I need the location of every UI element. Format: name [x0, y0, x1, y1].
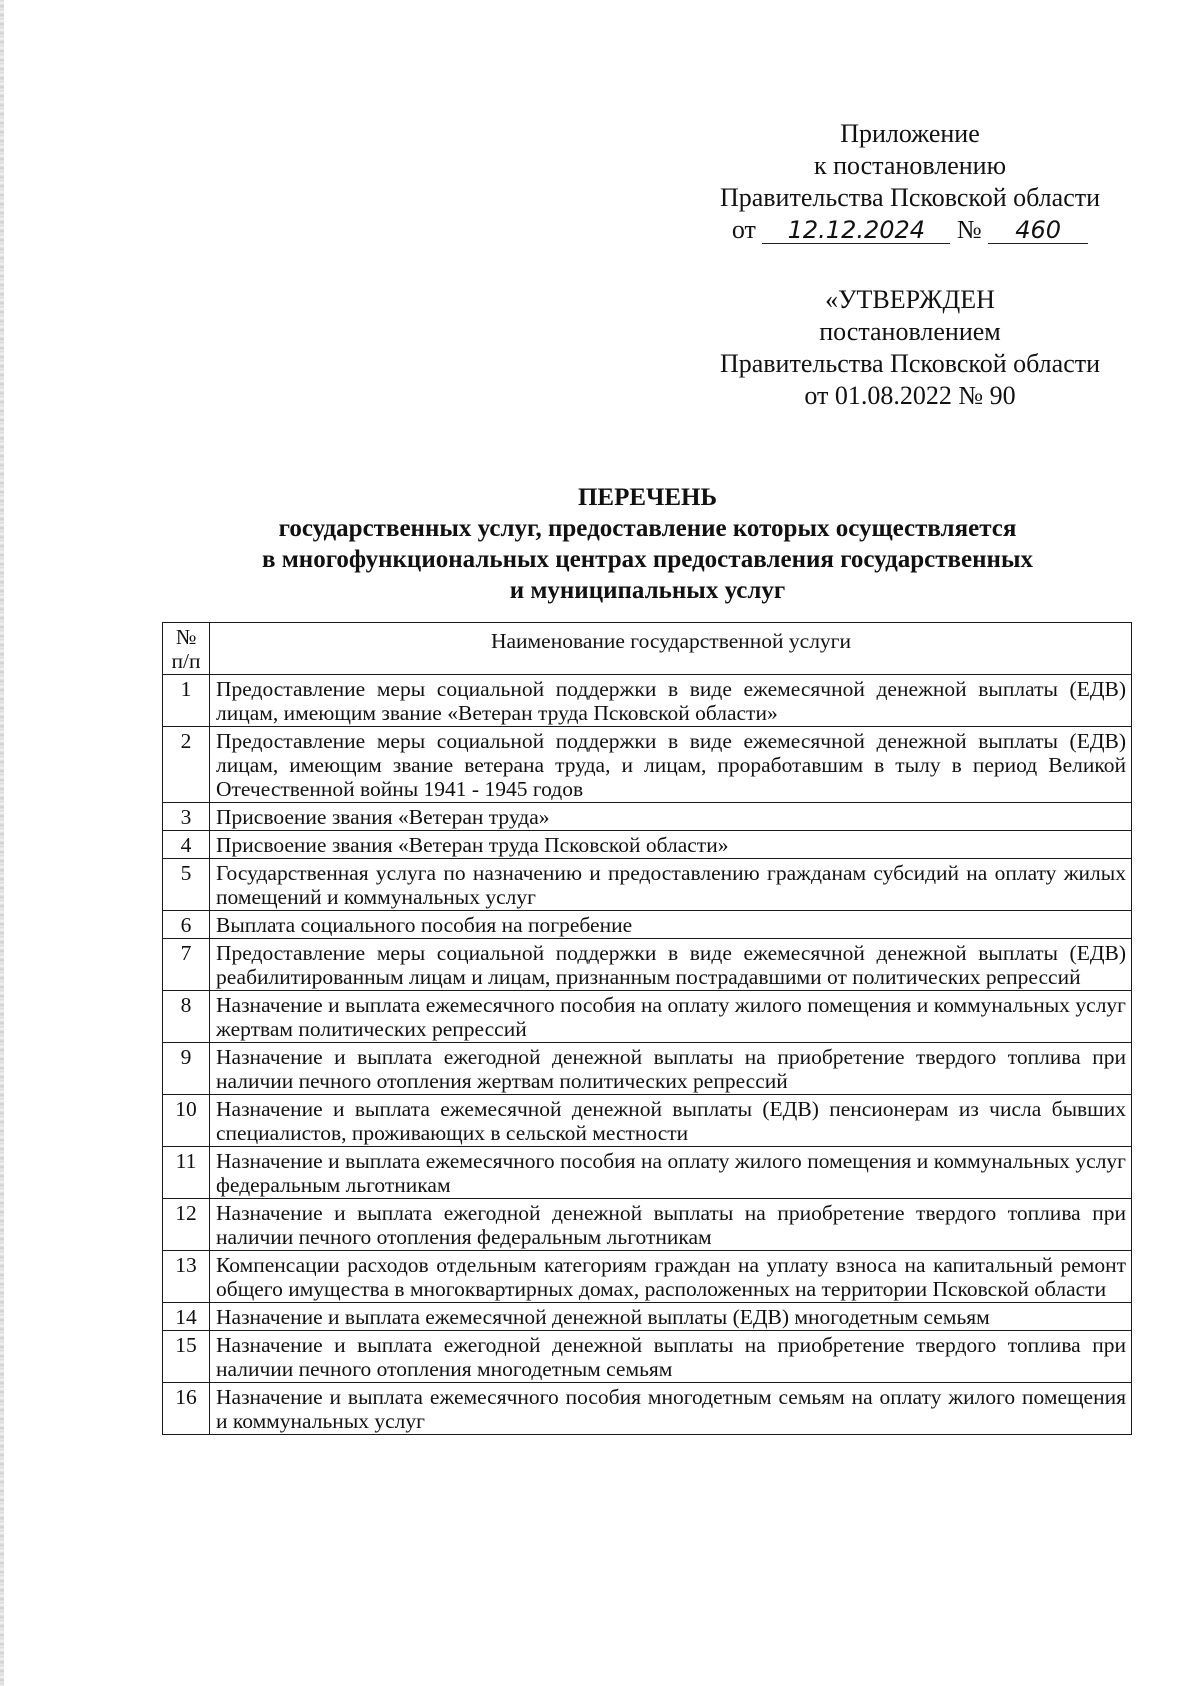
title-line-2: государственных услуг, предоставление которых осуществляется: [278, 515, 1017, 542]
appendix-line-1: Приложение: [840, 119, 980, 148]
table-row: [163, 911, 1132, 939]
service-name: Назначение и выплата ежегодной денежной выплаты на приобретение твердого топлива при наличии печного отопления жертвам политических репрессий: [210, 1043, 1132, 1095]
table-row: [163, 1199, 1132, 1251]
approved-line-4: от 01.08.2022 № 90: [804, 381, 1016, 410]
service-name: Назначение и выплата ежемесячного пособия многодетным семьям на оплату жилого помещения и коммунальных услуг: [210, 1383, 1132, 1435]
row-number: 8: [163, 991, 210, 1043]
title-line-3: в многофункциональных центрах предоставления государственных: [262, 546, 1033, 573]
row-number: 3: [163, 803, 210, 831]
table-row: [163, 859, 1132, 911]
row-number: 15: [163, 1331, 210, 1383]
document-title: [160, 482, 1135, 606]
row-number: 12: [163, 1199, 210, 1251]
service-name: Назначение и выплата ежемесячной денежной выплаты (ЕДВ) пенсионерам из числа бывших специалистов, проживающих в сельской местности: [210, 1095, 1132, 1147]
row-number: 16: [163, 1383, 210, 1435]
header-name: Наименование государственной услуги: [210, 623, 1132, 675]
scan-edge: [0, 0, 4, 1686]
appendix-line-3: Правительства Псковской области: [719, 183, 1101, 212]
appendix-line-2: к постановлению: [813, 151, 1007, 180]
service-name: Назначение и выплата ежемесячной денежной выплаты (ЕДВ) многодетным семьям: [210, 1303, 1132, 1331]
service-name: Назначение и выплата ежегодной денежной выплаты на приобретение твердого топлива при наличии печного отопления многодетным семьям: [210, 1331, 1132, 1383]
service-name: Предоставление меры социальной поддержки в виде ежемесячной денежной выплаты (ЕДВ) лицам, имеющим звание ветерана труда, и лицам, проработавшим в тылу в период Великой Отечественной войны 1941 - 1945 годов: [210, 727, 1132, 803]
handwritten-number: 460: [988, 217, 1088, 244]
row-number: 11: [163, 1147, 210, 1199]
table-row: [163, 1043, 1132, 1095]
row-number: 1: [163, 675, 210, 727]
table-row: [163, 939, 1132, 991]
table-row: [163, 803, 1132, 831]
row-number: 7: [163, 939, 210, 991]
service-name: Компенсации расходов отдельным категориям граждан на уплату взноса на капитальный ремонт общего имущества в многоквартирных домах, расположенных на территории Псковской области: [210, 1251, 1132, 1303]
service-name: Назначение и выплата ежегодной денежной выплаты на приобретение твердого топлива при наличии печного отопления федеральным льготникам: [210, 1199, 1132, 1251]
row-number: 2: [163, 727, 210, 803]
row-number: 13: [163, 1251, 210, 1303]
table-row: [163, 1331, 1132, 1383]
service-name: Предоставление меры социальной поддержки в виде ежемесячной денежной выплаты (ЕДВ) реабилитированным лицам и лицам, признанным пострадавшими от политических репрессий: [210, 939, 1132, 991]
row-number: 6: [163, 911, 210, 939]
appendix-block: [690, 118, 1130, 246]
table-header-row: [163, 623, 1132, 675]
row-number: 14: [163, 1303, 210, 1331]
header-num-line-1: №: [175, 625, 197, 649]
approved-line-1: «УТВЕРЖДЕН: [825, 285, 995, 314]
row-number: 5: [163, 859, 210, 911]
service-name: Назначение и выплата ежемесячного пособия на оплату жилого помещения и коммунальных услуг жертвам политических репрессий: [210, 991, 1132, 1043]
title-line-4: и муниципальных услуг: [509, 577, 786, 604]
table-row: [163, 1147, 1132, 1199]
service-name: Государственная услуга по назначению и предоставлению гражданам субсидий на оплату жилых помещений и коммунальных услуг: [210, 859, 1132, 911]
service-name: Присвоение звания «Ветеран труда»: [210, 803, 1132, 831]
table-row: [163, 991, 1132, 1043]
service-name: Выплата социального пособия на погребение: [210, 911, 1132, 939]
header-num-line-2: п/п: [171, 649, 201, 673]
approved-line-2: постановлением: [819, 317, 1001, 346]
services-table: [162, 622, 1132, 1435]
header-num: [163, 623, 210, 675]
number-sign: №: [956, 215, 982, 244]
table-body: [163, 675, 1132, 1435]
date-prefix: от: [731, 215, 756, 244]
table-row: [163, 675, 1132, 727]
table-row: [163, 1383, 1132, 1435]
table-row: [163, 1251, 1132, 1303]
approved-line-3: Правительства Псковской области: [719, 349, 1101, 378]
table-row: [163, 831, 1132, 859]
appendix-date-line: [690, 214, 1130, 246]
row-number: 4: [163, 831, 210, 859]
row-number: 9: [163, 1043, 210, 1095]
table-row: [163, 1095, 1132, 1147]
approved-block: [690, 284, 1130, 412]
handwritten-date: 12.12.2024: [762, 217, 950, 244]
title-line-1: ПЕРЕЧЕНЬ: [577, 484, 718, 511]
row-number: 10: [163, 1095, 210, 1147]
table-row: [163, 727, 1132, 803]
service-name: Назначение и выплата ежемесячного пособия на оплату жилого помещения и коммунальных услуг федеральным льготникам: [210, 1147, 1132, 1199]
service-name: Присвоение звания «Ветеран труда Псковской области»: [210, 831, 1132, 859]
table-row: [163, 1303, 1132, 1331]
service-name: Предоставление меры социальной поддержки в виде ежемесячной денежной выплаты (ЕДВ) лицам, имеющим звание «Ветеран труда Псковской области»: [210, 675, 1132, 727]
